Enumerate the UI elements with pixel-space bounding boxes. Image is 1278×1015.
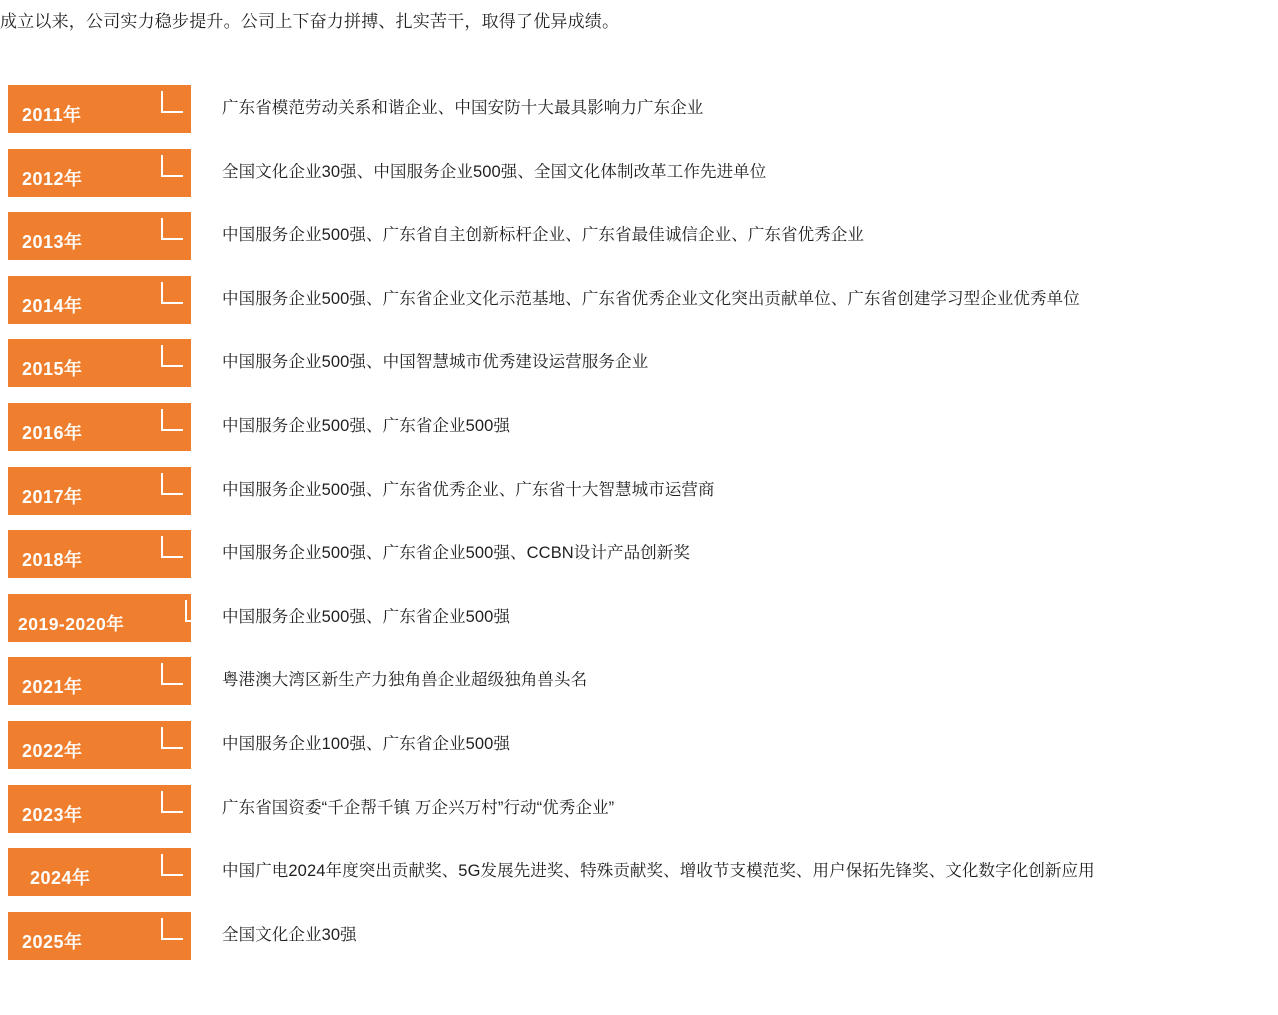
corner-bracket-icon	[161, 854, 183, 876]
corner-bracket-icon	[161, 918, 183, 940]
timeline-row	[0, 403, 1278, 467]
achievement-text: 中国服务企业500强、广东省企业500强、CCBN设计产品创新奖	[222, 544, 691, 563]
year-chip	[8, 339, 191, 387]
timeline-row	[0, 339, 1278, 403]
year-chip	[8, 212, 191, 260]
year-chip	[8, 149, 191, 197]
timeline-row	[0, 467, 1278, 531]
intro-paragraph: 成立以来，公司实力稳步提升。公司上下奋力拼搏、扎实苦干，取得了优异成绩。	[0, 12, 620, 31]
year-label: 2018年	[22, 550, 83, 571]
year-label: 2024年	[30, 868, 91, 889]
year-chip	[8, 785, 191, 833]
year-label: 2013年	[22, 232, 83, 253]
year-chip	[8, 721, 191, 769]
year-label: 2015年	[22, 359, 83, 380]
corner-bracket-icon	[185, 600, 207, 622]
achievement-text: 中国服务企业100强、广东省企业500强	[222, 734, 511, 753]
year-label: 2021年	[22, 677, 83, 698]
achievement-text: 中国服务企业500强、广东省自主创新标杆企业、广东省最佳诚信企业、广东省优秀企业	[222, 226, 865, 245]
corner-bracket-icon	[161, 727, 183, 749]
year-chip	[8, 276, 191, 324]
achievement-text: 全国文化企业30强、中国服务企业500强、全国文化体制改革工作先进单位	[222, 162, 767, 181]
year-chip	[8, 530, 191, 578]
corner-bracket-icon	[161, 155, 183, 177]
timeline-row	[0, 785, 1278, 849]
timeline-row	[0, 657, 1278, 721]
achievement-text: 广东省模范劳动关系和谐企业、中国安防十大最具影响力广东企业	[222, 99, 704, 117]
year-chip	[8, 85, 191, 133]
corner-bracket-icon	[161, 663, 183, 685]
achievement-text: 全国文化企业30强	[222, 925, 357, 944]
year-chip	[8, 467, 191, 515]
timeline-row	[0, 85, 1278, 149]
year-label: 2011年	[22, 105, 82, 125]
year-chip	[8, 657, 191, 705]
year-label: 2016年	[22, 422, 83, 443]
year-label: 2022年	[22, 740, 83, 761]
year-label: 2014年	[22, 295, 83, 316]
year-chip	[8, 848, 191, 896]
corner-bracket-icon	[161, 91, 183, 113]
timeline-row	[0, 848, 1278, 912]
achievement-text: 中国服务企业500强、广东省优秀企业、广东省十大智慧城市运营商	[222, 480, 715, 499]
year-label: 2019-2020年	[18, 613, 125, 634]
awards-timeline	[0, 85, 1278, 975]
corner-bracket-icon	[161, 282, 183, 304]
corner-bracket-icon	[161, 791, 183, 813]
year-label: 2017年	[22, 486, 83, 507]
corner-bracket-icon	[161, 536, 183, 558]
year-chip	[8, 912, 191, 960]
timeline-row	[0, 149, 1278, 213]
year-chip	[8, 594, 191, 642]
achievement-text: 中国广电2024年度突出贡献奖、5G发展先进奖、特殊贡献奖、增收节支模范奖、用户保拓先锋奖、文化数字化创新应用	[222, 862, 1095, 881]
achievement-text: 粤港澳大湾区新生产力独角兽企业超级独角兽头名	[222, 671, 588, 690]
timeline-row	[0, 912, 1278, 976]
achievement-text: 中国服务企业500强、广东省企业文化示范基地、广东省优秀企业文化突出贡献单位、广东省创建学习型企业优秀单位	[222, 289, 1080, 308]
corner-bracket-icon	[161, 345, 183, 367]
timeline-row	[0, 276, 1278, 340]
timeline-row	[0, 721, 1278, 785]
corner-bracket-icon	[161, 409, 183, 431]
year-label: 2023年	[22, 804, 83, 825]
achievement-text: 广东省国资委“千企帮千镇 万企兴万村”行动“优秀企业”	[222, 798, 615, 817]
year-label: 2012年	[22, 168, 83, 189]
year-label: 2025年	[22, 931, 83, 952]
achievement-text: 中国服务企业500强、广东省企业500强	[222, 416, 511, 435]
timeline-row	[0, 594, 1278, 658]
corner-bracket-icon	[161, 218, 183, 240]
year-chip	[8, 403, 191, 451]
achievement-text: 中国服务企业500强、广东省企业500强	[222, 607, 511, 626]
timeline-row	[0, 530, 1278, 594]
corner-bracket-icon	[161, 473, 183, 495]
achievement-text: 中国服务企业500强、中国智慧城市优秀建设运营服务企业	[222, 353, 649, 372]
timeline-row	[0, 212, 1278, 276]
